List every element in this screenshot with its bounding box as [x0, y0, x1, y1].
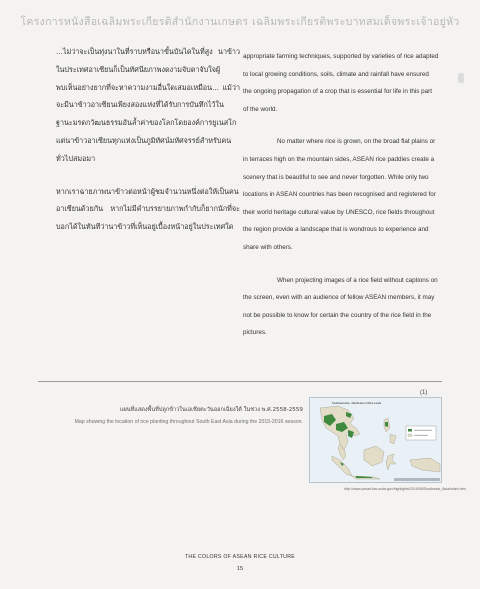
- sulawesi-landmass: [386, 454, 396, 470]
- page-edge-mark: [458, 73, 464, 83]
- figure-caption: [52, 405, 303, 427]
- caption-english: Map showing the location of rice planting throughout South East Asia during the 2015-2016 season.: [74, 419, 303, 425]
- caption-thai: แผนที่แสดงพื้นที่ปลูกข้าวในเอเชียตะวันออกเฉียงใต้ ในช่วง พ.ศ.2558-2559: [119, 407, 303, 413]
- map-credit-bar: [394, 478, 440, 481]
- thai-paragraph: ...ไม่ว่าจะเป็นทุ่งนาในที่ราบหรือนาขั้นบันไดในที่สูง นาข้าวในประเทศอาเซียนก็เป็นทัศนียภาพงดงามจับตาจับใจผู้พบเห็นอย่างยากที่จะหาความงามอื่นใดเสมอเหมือน... แม้ว่าจะมีนาข้าวอาเซียนเพียงสองแห่งที่ได้รับการบันทึกไว้ในฐานะมรดกวัฒนธรรมอันล้ำค่าของโลกโดยองค์การยูเนสโก แต่นาข้าวอาเซียนทุกแห่งเป็นภูมิทัศน์มหัศจรรย์สำหรับคนทั่วไปสมอมา: [56, 47, 240, 163]
- new-guinea-landmass: [410, 458, 440, 472]
- legend-land-swatch: [408, 434, 412, 437]
- english-paragraph: No matter where rice is grown, on the broad flat plains or in terraces high on the mountain sides, ASEAN rice paddies create a scenery that is beautiful to see and never forgotten. While only two locations in ASEAN countries has been recognised and registered for their world heritage cultural value by UNESCO, rice fields throughout the region provide a landscape that is wondrous to experience and share with others.: [243, 138, 436, 251]
- legend-rice-swatch: [408, 429, 412, 432]
- english-paragraph: appropriate farming techniques, supported by varieties of rice adapted to local growing conditions, soils, climate and rainfall have ensured the ongoing propagation of a crop that is essential for life in this part of the world.: [243, 53, 439, 113]
- figure-number: (1): [420, 390, 428, 396]
- footer-title: THE COLORS OF ASEAN RICE CULTURE: [184, 554, 296, 560]
- map-graphic: [310, 398, 441, 482]
- source-url: http://www.pecad.fas.usda.gov/highlights/2015/08/Southeast_Asia/index.htm: [344, 487, 466, 491]
- rice-area-java: [356, 476, 372, 478]
- thai-paragraph: หากเราฉายภาพนาข้าวต่อหน้าผู้ชมจำนวนหนึ่งต่อให้เป็นคนอาเซียนด้วยกัน หากไม่มีคำบรรยายภาพกำกับก็ยากนักที่จะบอกได้ในทันทีว่านาข้าวที่เห็นอยู่เบื้องหน้าอยู่ในประเทศใด: [56, 186, 240, 232]
- borneo-landmass: [364, 446, 384, 466]
- running-header: โครงการหนังสือเฉลิมพระเกียรติสำนักงานเกษตร เฉลิมพระเกียรติพระบาทสมเด็จพระเจ้าอยู่หัว: [20, 16, 460, 28]
- section-divider: [38, 381, 442, 382]
- english-text-column: [243, 48, 439, 342]
- page-number: 15: [236, 566, 244, 572]
- english-paragraph: When projecting images of a rice field without captions on the screen, even with an audience of fellow ASEAN members, it may not be possible to know for certain the country of the rice field in the pictures.: [243, 276, 438, 337]
- map-legend: [406, 426, 436, 440]
- rice-distribution-map: [309, 397, 442, 483]
- philippines-landmass: [384, 418, 396, 444]
- map-title: Southeast Asia - Distribution of Rice Lands: [332, 402, 382, 405]
- thai-text-column: [56, 43, 240, 236]
